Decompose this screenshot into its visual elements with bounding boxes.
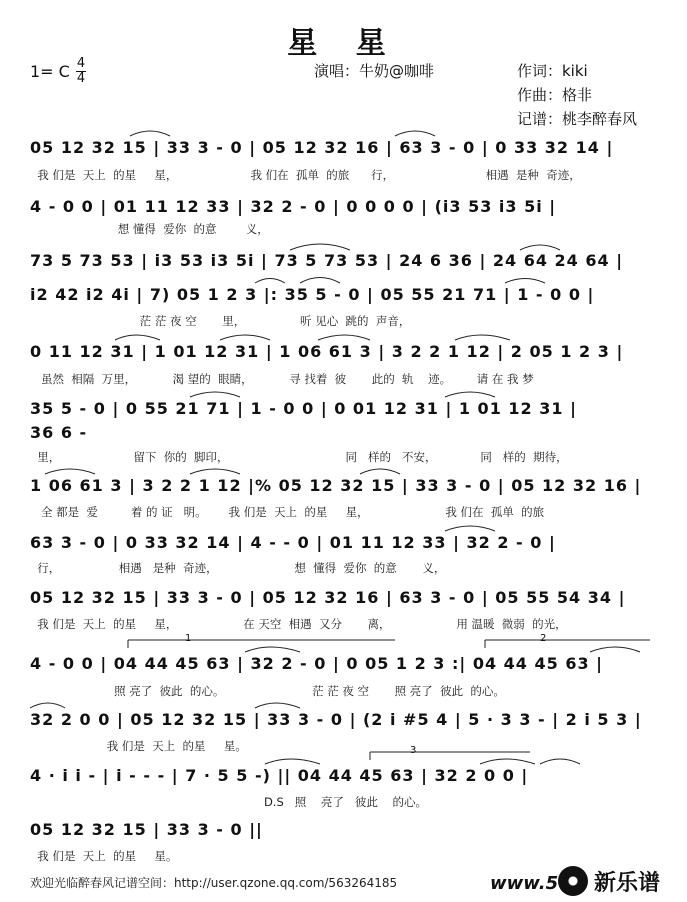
volta-2-label: 2 xyxy=(540,633,547,644)
slur xyxy=(445,392,495,397)
notation-row: 05 12 32 15 | 33 3 - 0 | 05 12 32 16 | 63 3 - 0 | 05 55 54 34 | xyxy=(30,588,626,607)
time-signature-bottom: 4 xyxy=(76,71,86,86)
lyrics-row: 我 们是 天上 的星 星。 xyxy=(30,739,247,753)
notation-row: 05 12 32 15 | 33 3 - 0 | 05 12 32 16 | 63 3 - 0 | 0 33 32 14 | xyxy=(30,138,614,157)
slur xyxy=(505,279,545,284)
notation-row: 73 5 73 53 | i3 53 i3 5i | 73 5 73 53 | 24 6 36 | 24 64 24 64 | xyxy=(30,251,624,270)
notation-row: 05 12 32 15 | 33 3 - 0 || xyxy=(30,820,263,839)
slur xyxy=(520,245,560,250)
time-signature xyxy=(76,58,86,85)
notation-row: 4 · i i - | i - - - | 7 · 5 5 -) || 04 44 45 63 | 32 2 0 0 | xyxy=(30,766,529,785)
key-signature: 1= C xyxy=(30,62,70,81)
time-signature-top: 4 xyxy=(76,56,86,71)
slur xyxy=(540,759,580,764)
notation-row: 36 6 - xyxy=(30,423,88,442)
notation-row: 4 - 0 0 | 04 44 45 63 | 32 2 - 0 | 0 05 1 2 3 :| 04 44 45 63 | xyxy=(30,654,604,673)
slur xyxy=(590,647,640,652)
slur xyxy=(30,703,65,708)
notation-row: i2 42 i2 4i | 7) 05 1 2 3 |: 35 5 - 0 | 05 55 21 71 | 1 - 0 0 | xyxy=(30,285,595,304)
slur xyxy=(115,335,160,340)
slur xyxy=(455,335,510,340)
lyrics-row: 行， 相遇 是种 奇迹， 想 懂得 爱你 的意 义， xyxy=(30,561,446,575)
notation-row: 32 2 0 0 | 05 12 32 15 | 33 3 - 0 | (2 i #5 4 | 5 · 3 3 - | 2 i 5 3 | xyxy=(30,710,642,729)
slur xyxy=(290,244,350,250)
footer-credit: 欢迎光临醉春风记谱空间：http://user.qzone.qq.com/563264185 xyxy=(30,876,398,890)
slur xyxy=(480,759,535,764)
slur xyxy=(360,469,400,474)
lyrics-row: 我 们是 天上 的星 星， 我 们在 孤单 的旅 行， 相遇 是种 奇迹， xyxy=(30,168,581,182)
slur xyxy=(190,392,240,397)
slur xyxy=(255,703,300,708)
notation-row: 4 - 0 0 | 01 11 12 33 | 32 2 - 0 | 0 0 0 0 | (i3 53 i3 5i | xyxy=(30,197,557,216)
transcriber-credit: 记谱：桃李醉春风 xyxy=(517,110,638,128)
slur xyxy=(220,335,270,340)
song-title: 星 星 xyxy=(287,26,400,61)
composer-credit: 作曲：格非 xyxy=(517,86,593,104)
slur xyxy=(245,647,300,652)
lyrics-row: 照 亮了 彼此 的心。 茫 茫 夜 空 照 亮了 彼此 的心。 xyxy=(30,684,505,698)
volta-1-label: 1 xyxy=(185,633,192,644)
slur xyxy=(318,335,370,340)
lyrics-row: 想 懂得 爱你 的意 义， xyxy=(30,222,269,236)
lyrics-row: 茫 茫 夜 空 里， 听 见心 跳的 声音， xyxy=(30,314,411,328)
slur xyxy=(255,279,285,284)
slur xyxy=(300,278,340,284)
notation-row: 0 11 12 31 | 1 01 12 31 | 1 06 61 3 | 3 2 2 1 12 | 2 05 1 2 3 | xyxy=(30,342,624,361)
lyrics-row: 我 们是 天上 的星 星。 xyxy=(30,849,178,863)
slur xyxy=(190,469,240,474)
notation-row: 1 06 61 3 | 3 2 2 1 12 |% 05 12 32 15 | 33 3 - 0 | 05 12 32 16 | xyxy=(30,476,642,495)
lyrics-row: 全 都是 爱 着 的 证 明。 我 们是 天上 的星 星， 我 们在 孤单 的旅 xyxy=(30,505,545,519)
lyricist-credit: 作词：kiki xyxy=(517,62,588,80)
slur xyxy=(265,759,320,764)
slur xyxy=(130,131,170,136)
lyrics-row: 我 们是 天上 的星 星， 在 天空 相遇 又分 离， 用 温暖 微弱 的光， xyxy=(30,617,567,631)
watermark-brand: 新乐谱 xyxy=(594,871,661,896)
volta-3-label: 3 xyxy=(410,745,417,756)
slur xyxy=(445,526,495,531)
watermark-url: www.5 xyxy=(490,873,559,894)
lyrics-row: 虽然 相隔 万里， 渴 望的 眼睛， 寻 找着 彼 此的 轨 迹。 请 在 我 梦 xyxy=(30,372,534,386)
notation-row: 63 3 - 0 | 0 33 32 14 | 4 - - 0 | 01 11 12 33 | 32 2 - 0 | xyxy=(30,533,556,552)
watermark-logo-icon xyxy=(558,866,588,896)
notation-row: 35 5 - 0 | 0 55 21 71 | 1 - 0 0 | 0 01 12 31 | 1 01 12 31 | xyxy=(30,399,577,418)
lyrics-row: D.S 照 亮了 彼此 的心。 xyxy=(30,795,427,809)
slur xyxy=(395,131,435,136)
singer-credit: 演唱：牛奶@咖啡 xyxy=(314,62,435,80)
lyrics-row: 里， 留下 你的 脚印， 同 样的 不安， 同 样的 期待， xyxy=(30,450,568,464)
slur xyxy=(45,469,95,474)
